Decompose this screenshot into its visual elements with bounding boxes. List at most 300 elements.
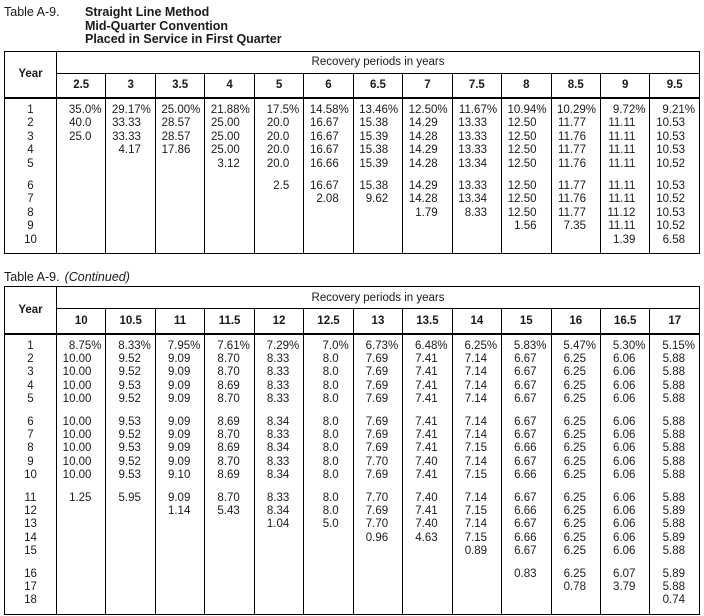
table-row	[5, 442, 700, 455]
rate-value-cell	[403, 545, 452, 558]
rate-value-cell	[502, 234, 551, 254]
rate-value-cell: 6.67	[502, 545, 551, 558]
rate-value-cell: 6.67	[502, 366, 551, 379]
rate-value-cell	[600, 483, 649, 492]
rate-value-cell: 6.67	[502, 393, 551, 406]
rate-value-cell	[403, 220, 452, 233]
rate-value-cell: 7.14	[452, 380, 501, 393]
rate-value-cell	[353, 171, 402, 180]
rate-value-cell: 15.39	[353, 158, 402, 171]
rate-value-cell: 8.0	[304, 442, 353, 455]
rate-value-cell: 8.70	[205, 393, 254, 406]
rate-value-cell: 13.33	[452, 131, 501, 144]
rate-value-cell	[155, 532, 204, 545]
rate-value-cell	[155, 518, 204, 531]
rate-value-cell: 11.11	[600, 180, 649, 193]
spacer-row	[5, 171, 700, 180]
rate-value-cell: 11.11	[600, 131, 649, 144]
recovery-period-column-header: 9	[600, 73, 649, 98]
rate-value-cell: 5.47%	[551, 334, 600, 353]
rate-value-cell: 6.25	[551, 393, 600, 406]
rate-value-cell: 8.0	[304, 505, 353, 518]
rate-value-cell	[403, 581, 452, 594]
rate-value-cell: 6.25	[551, 469, 600, 482]
rate-value-cell: 7.69	[353, 380, 402, 393]
rate-value-cell: 8.34	[254, 505, 303, 518]
rate-value-cell: 7.69	[353, 393, 402, 406]
rate-value-cell	[155, 483, 204, 492]
recovery-period-column-header: 7.5	[452, 73, 501, 98]
rate-value-cell	[254, 568, 303, 581]
rate-value-cell	[452, 568, 501, 581]
rate-value-cell: 6.06	[600, 429, 649, 442]
rate-value-cell	[57, 193, 106, 206]
rate-value-cell: 8.70	[205, 353, 254, 366]
rate-value-cell	[502, 559, 551, 568]
rate-value-cell	[353, 234, 402, 254]
rate-value-cell: 6.06	[600, 545, 649, 558]
rate-value-cell: 10.53	[650, 131, 700, 144]
rate-value-cell: 7.15	[452, 442, 501, 455]
rate-value-cell: 13.33	[452, 117, 501, 130]
year-cell: 8	[5, 442, 57, 455]
rate-value-cell: 6.67	[502, 380, 551, 393]
rate-value-cell	[57, 518, 106, 531]
rate-value-cell	[452, 234, 501, 254]
rate-value-cell: 7.40	[403, 492, 452, 505]
rate-value-cell: 0.74	[650, 594, 700, 614]
table-row	[5, 532, 700, 545]
rate-value-cell	[304, 559, 353, 568]
rate-value-cell: 6.73%	[353, 334, 402, 353]
recovery-period-column-header: 12	[254, 309, 303, 334]
rate-value-cell	[205, 559, 254, 568]
recovery-period-column-header: 8.5	[551, 73, 600, 98]
table-label: Table A-9.	[4, 5, 60, 19]
year-cell: 1	[5, 334, 57, 353]
rate-value-cell	[106, 407, 155, 416]
rate-value-cell: 7.69	[353, 366, 402, 379]
rate-value-cell: 8.69	[205, 380, 254, 393]
rate-value-cell	[304, 532, 353, 545]
rate-value-cell: 5.30%	[600, 334, 649, 353]
rate-value-cell: 6.25%	[452, 334, 501, 353]
rate-value-cell: 8.33	[254, 393, 303, 406]
rate-value-cell: 5.88	[650, 393, 700, 406]
rate-value-cell: 7.15	[452, 505, 501, 518]
rate-value-cell: 8.0	[304, 456, 353, 469]
header-row-span	[5, 51, 700, 73]
rate-value-cell: 7.14	[452, 416, 501, 429]
rate-value-cell: 29.17%	[106, 98, 155, 117]
recovery-period-column-header: 16	[551, 309, 600, 334]
year-cell: 15	[5, 545, 57, 558]
rate-value-cell	[600, 559, 649, 568]
year-cell: 18	[5, 594, 57, 614]
year-cell	[5, 559, 57, 568]
year-cell: 17	[5, 581, 57, 594]
rate-value-cell: 9.52	[106, 353, 155, 366]
year-cell: 9	[5, 220, 57, 233]
rate-value-cell: 8.33	[254, 366, 303, 379]
rate-value-cell: 1.14	[155, 505, 204, 518]
rate-value-cell: 7.14	[452, 456, 501, 469]
year-cell: 9	[5, 456, 57, 469]
rate-value-cell: 20.0	[254, 144, 303, 157]
recovery-period-column-header: 4	[205, 73, 254, 98]
rate-value-cell: 7.69	[353, 353, 402, 366]
rate-value-cell	[353, 407, 402, 416]
rate-value-cell	[57, 483, 106, 492]
rate-value-cell	[205, 407, 254, 416]
rate-value-cell	[205, 207, 254, 220]
rate-value-cell	[304, 581, 353, 594]
rate-value-cell	[254, 581, 303, 594]
rate-value-cell	[353, 483, 402, 492]
rate-value-cell: 6.25	[551, 532, 600, 545]
rate-value-cell: 8.33	[254, 353, 303, 366]
rate-value-cell	[106, 207, 155, 220]
rate-value-cell: 8.69	[205, 442, 254, 455]
rate-value-cell	[57, 505, 106, 518]
rate-value-cell: 9.52	[106, 366, 155, 379]
rate-value-cell: 7.69	[353, 442, 402, 455]
table-row	[5, 353, 700, 366]
rate-value-cell	[106, 193, 155, 206]
rate-value-cell	[254, 220, 303, 233]
year-cell: 1	[5, 98, 57, 117]
rate-value-cell	[254, 407, 303, 416]
rate-value-cell: 9.09	[155, 366, 204, 379]
rate-value-cell: 14.28	[403, 131, 452, 144]
rate-value-cell: 9.52	[106, 429, 155, 442]
rate-value-cell: 6.06	[600, 353, 649, 366]
rate-value-cell	[600, 171, 649, 180]
year-cell: 10	[5, 469, 57, 482]
rate-value-cell	[650, 483, 700, 492]
rate-value-cell	[403, 559, 452, 568]
rate-value-cell: 7.40	[403, 518, 452, 531]
rate-value-cell	[155, 581, 204, 594]
rate-value-cell	[551, 171, 600, 180]
column-header-row	[5, 309, 700, 334]
rate-value-cell: 8.0	[304, 353, 353, 366]
rate-value-cell: 9.09	[155, 429, 204, 442]
rate-value-cell	[304, 568, 353, 581]
rate-value-cell: 14.28	[403, 158, 452, 171]
year-cell	[5, 483, 57, 492]
table-a9-first-quarter-section	[4, 6, 700, 254]
rate-value-cell: 7.70	[353, 492, 402, 505]
recovery-period-column-header: 12.5	[304, 309, 353, 334]
rate-value-cell: 5.88	[650, 380, 700, 393]
recovery-period-column-header: 7	[403, 73, 452, 98]
rate-value-cell: 11.77	[551, 117, 600, 130]
rate-value-cell: 10.52	[650, 158, 700, 171]
rate-value-cell: 1.39	[600, 234, 649, 254]
header-row-span	[5, 287, 700, 309]
rate-value-cell	[452, 594, 501, 614]
rate-value-cell: 5.88	[650, 545, 700, 558]
rate-value-cell	[254, 559, 303, 568]
spacer-row	[5, 483, 700, 492]
rate-value-cell: 10.00	[57, 442, 106, 455]
table-label: Table A-9.	[4, 270, 60, 285]
rate-value-cell	[205, 518, 254, 531]
table-row	[5, 568, 700, 581]
rate-value-cell	[155, 207, 204, 220]
rate-value-cell: 16.67	[304, 144, 353, 157]
recovery-period-column-header: 14	[452, 309, 501, 334]
rate-value-cell	[304, 483, 353, 492]
rate-value-cell: 10.53	[650, 207, 700, 220]
rate-value-cell: 8.0	[304, 429, 353, 442]
rate-value-cell: 25.0	[57, 131, 106, 144]
rate-value-cell: 8.33	[254, 492, 303, 505]
rate-value-cell	[304, 220, 353, 233]
rate-value-cell	[353, 220, 402, 233]
rate-value-cell	[650, 407, 700, 416]
rate-value-cell: 14.29	[403, 180, 452, 193]
rate-value-cell	[106, 559, 155, 568]
year-cell: 6	[5, 416, 57, 429]
rate-value-cell	[551, 559, 600, 568]
table-row	[5, 456, 700, 469]
year-cell: 8	[5, 207, 57, 220]
rate-value-cell	[106, 234, 155, 254]
rate-value-cell: 6.66	[502, 442, 551, 455]
rate-value-cell	[106, 220, 155, 233]
rate-value-cell: 5.15%	[650, 334, 700, 353]
rate-value-cell: 6.66	[502, 532, 551, 545]
recovery-period-column-header: 3.5	[155, 73, 204, 98]
rate-value-cell: 7.41	[403, 429, 452, 442]
year-cell	[5, 407, 57, 416]
rate-value-cell	[106, 532, 155, 545]
rate-value-cell: 9.09	[155, 393, 204, 406]
year-cell: 5	[5, 158, 57, 171]
rate-value-cell	[205, 234, 254, 254]
rate-value-cell: 17.86	[155, 144, 204, 157]
rate-value-cell: 9.53	[106, 380, 155, 393]
rate-value-cell: 9.53	[106, 442, 155, 455]
recovery-period-column-header: 6	[304, 73, 353, 98]
recovery-period-column-header: 5	[254, 73, 303, 98]
recovery-period-column-header: 10	[57, 309, 106, 334]
rate-value-cell: 7.41	[403, 416, 452, 429]
rate-value-cell: 8.0	[304, 366, 353, 379]
rate-value-cell	[106, 568, 155, 581]
rate-value-cell: 7.14	[452, 366, 501, 379]
rate-value-cell: 6.06	[600, 456, 649, 469]
rate-value-cell: 7.14	[452, 518, 501, 531]
rate-value-cell: 10.52	[650, 193, 700, 206]
recovery-period-column-header: 11.5	[205, 309, 254, 334]
rate-value-cell: 8.70	[205, 492, 254, 505]
rate-value-cell	[254, 545, 303, 558]
year-cell: 3	[5, 131, 57, 144]
rate-value-cell	[452, 483, 501, 492]
rate-value-cell: 5.88	[650, 366, 700, 379]
rate-value-cell	[205, 220, 254, 233]
rate-value-cell: 15.38	[353, 180, 402, 193]
year-cell: 11	[5, 492, 57, 505]
rate-value-cell: 3.12	[205, 158, 254, 171]
table-row	[5, 469, 700, 482]
rate-value-cell: 7.40	[403, 456, 452, 469]
rate-value-cell: 5.95	[106, 492, 155, 505]
rate-value-cell: 9.21%	[650, 98, 700, 117]
rate-value-cell: 10.53	[650, 144, 700, 157]
rate-value-cell	[106, 505, 155, 518]
rate-value-cell: 10.94%	[502, 98, 551, 117]
rate-value-cell: 9.09	[155, 416, 204, 429]
rate-value-cell	[57, 220, 106, 233]
rate-value-cell: 16.67	[304, 180, 353, 193]
rate-value-cell: 6.25	[551, 380, 600, 393]
spacer-row	[5, 559, 700, 568]
rate-value-cell: 7.14	[452, 353, 501, 366]
recovery-periods-header: Recovery periods in years	[57, 51, 700, 73]
rate-value-cell	[403, 171, 452, 180]
rate-value-cell: 10.29%	[551, 98, 600, 117]
rate-value-cell: 5.83%	[502, 334, 551, 353]
rate-value-cell	[452, 407, 501, 416]
recovery-period-column-header: 11	[155, 309, 204, 334]
rate-value-cell: 13.34	[452, 158, 501, 171]
rate-value-cell: 10.00	[57, 353, 106, 366]
rate-value-cell	[205, 532, 254, 545]
rate-value-cell	[304, 207, 353, 220]
table-row	[5, 180, 700, 193]
rate-value-cell	[57, 180, 106, 193]
table-row	[5, 393, 700, 406]
rate-value-cell	[155, 594, 204, 614]
rate-value-cell	[551, 407, 600, 416]
rate-value-cell: 16.67	[304, 117, 353, 130]
rate-value-cell: 1.04	[254, 518, 303, 531]
rate-value-cell: 8.0	[304, 416, 353, 429]
rate-value-cell: 11.11	[600, 117, 649, 130]
rate-value-cell: 7.29%	[254, 334, 303, 353]
rate-value-cell: 7.69	[353, 469, 402, 482]
rate-value-cell: 8.34	[254, 469, 303, 482]
table-row	[5, 594, 700, 614]
rate-value-cell: 6.06	[600, 469, 649, 482]
rate-value-cell: 2.08	[304, 193, 353, 206]
year-cell: 7	[5, 429, 57, 442]
rate-value-cell	[353, 207, 402, 220]
rate-value-cell	[254, 594, 303, 614]
rate-value-cell: 7.15	[452, 532, 501, 545]
rate-value-cell	[650, 171, 700, 180]
rate-value-cell: 5.88	[650, 456, 700, 469]
rate-value-cell	[304, 594, 353, 614]
rate-value-cell	[57, 559, 106, 568]
rate-value-cell: 6.25	[551, 505, 600, 518]
table-title-line: Straight Line Method	[85, 5, 210, 19]
rate-value-cell: 6.48%	[403, 334, 452, 353]
rate-value-cell: 11.77	[551, 207, 600, 220]
rate-value-cell: 9.53	[106, 469, 155, 482]
rate-value-cell: 7.15	[452, 469, 501, 482]
rate-value-cell: 7.41	[403, 505, 452, 518]
rate-value-cell: 10.00	[57, 366, 106, 379]
rate-value-cell	[57, 171, 106, 180]
rate-value-cell: 6.25	[551, 518, 600, 531]
rate-value-cell: 9.53	[106, 416, 155, 429]
rate-value-cell	[254, 207, 303, 220]
rate-value-cell	[57, 581, 106, 594]
rate-value-cell	[452, 559, 501, 568]
rate-value-cell	[155, 158, 204, 171]
rate-value-cell: 11.76	[551, 131, 600, 144]
rate-value-cell: 11.76	[551, 193, 600, 206]
rate-value-cell	[403, 594, 452, 614]
rate-value-cell	[254, 483, 303, 492]
rate-value-cell	[57, 545, 106, 558]
rate-value-cell: 1.56	[502, 220, 551, 233]
rate-value-cell: 8.69	[205, 469, 254, 482]
rate-value-cell: 6.25	[551, 492, 600, 505]
rate-value-cell: 12.50	[502, 144, 551, 157]
rate-value-cell	[57, 158, 106, 171]
rate-value-cell	[353, 568, 402, 581]
rate-value-cell: 9.09	[155, 442, 204, 455]
table-row	[5, 131, 700, 144]
table-row	[5, 207, 700, 220]
rate-value-cell	[106, 545, 155, 558]
table-row	[5, 492, 700, 505]
rate-value-cell: 6.06	[600, 366, 649, 379]
rate-value-cell: 6.66	[502, 469, 551, 482]
rate-value-cell	[57, 568, 106, 581]
rate-value-cell: 16.66	[304, 158, 353, 171]
rate-value-cell	[205, 180, 254, 193]
rate-value-cell: 8.0	[304, 469, 353, 482]
rate-value-cell: 5.88	[650, 442, 700, 455]
rate-value-cell: 9.52	[106, 456, 155, 469]
table-body	[5, 334, 700, 615]
rate-value-cell	[205, 193, 254, 206]
table-title-lines	[85, 6, 282, 47]
year-cell: 3	[5, 366, 57, 379]
table-row	[5, 380, 700, 393]
rate-value-cell	[205, 545, 254, 558]
year-cell: 7	[5, 193, 57, 206]
table-row	[5, 234, 700, 254]
rate-value-cell: 33.33	[106, 117, 155, 130]
rate-value-cell: 5.88	[650, 353, 700, 366]
rate-value-cell: 10.53	[650, 117, 700, 130]
rate-value-cell	[304, 545, 353, 558]
table-row	[5, 429, 700, 442]
rate-value-cell	[353, 545, 402, 558]
table-row	[5, 144, 700, 157]
rate-value-cell: 7.69	[353, 429, 402, 442]
rate-value-cell	[551, 483, 600, 492]
rate-value-cell: 0.96	[353, 532, 402, 545]
rate-value-cell: 6.06	[600, 532, 649, 545]
rate-value-cell: 7.41	[403, 393, 452, 406]
rate-value-cell: 3.79	[600, 581, 649, 594]
rate-value-cell	[403, 234, 452, 254]
table-title	[4, 6, 700, 47]
rate-value-cell: 13.46%	[353, 98, 402, 117]
rate-value-cell: 9.09	[155, 492, 204, 505]
rate-value-cell: 7.41	[403, 442, 452, 455]
rate-value-cell: 15.38	[353, 144, 402, 157]
